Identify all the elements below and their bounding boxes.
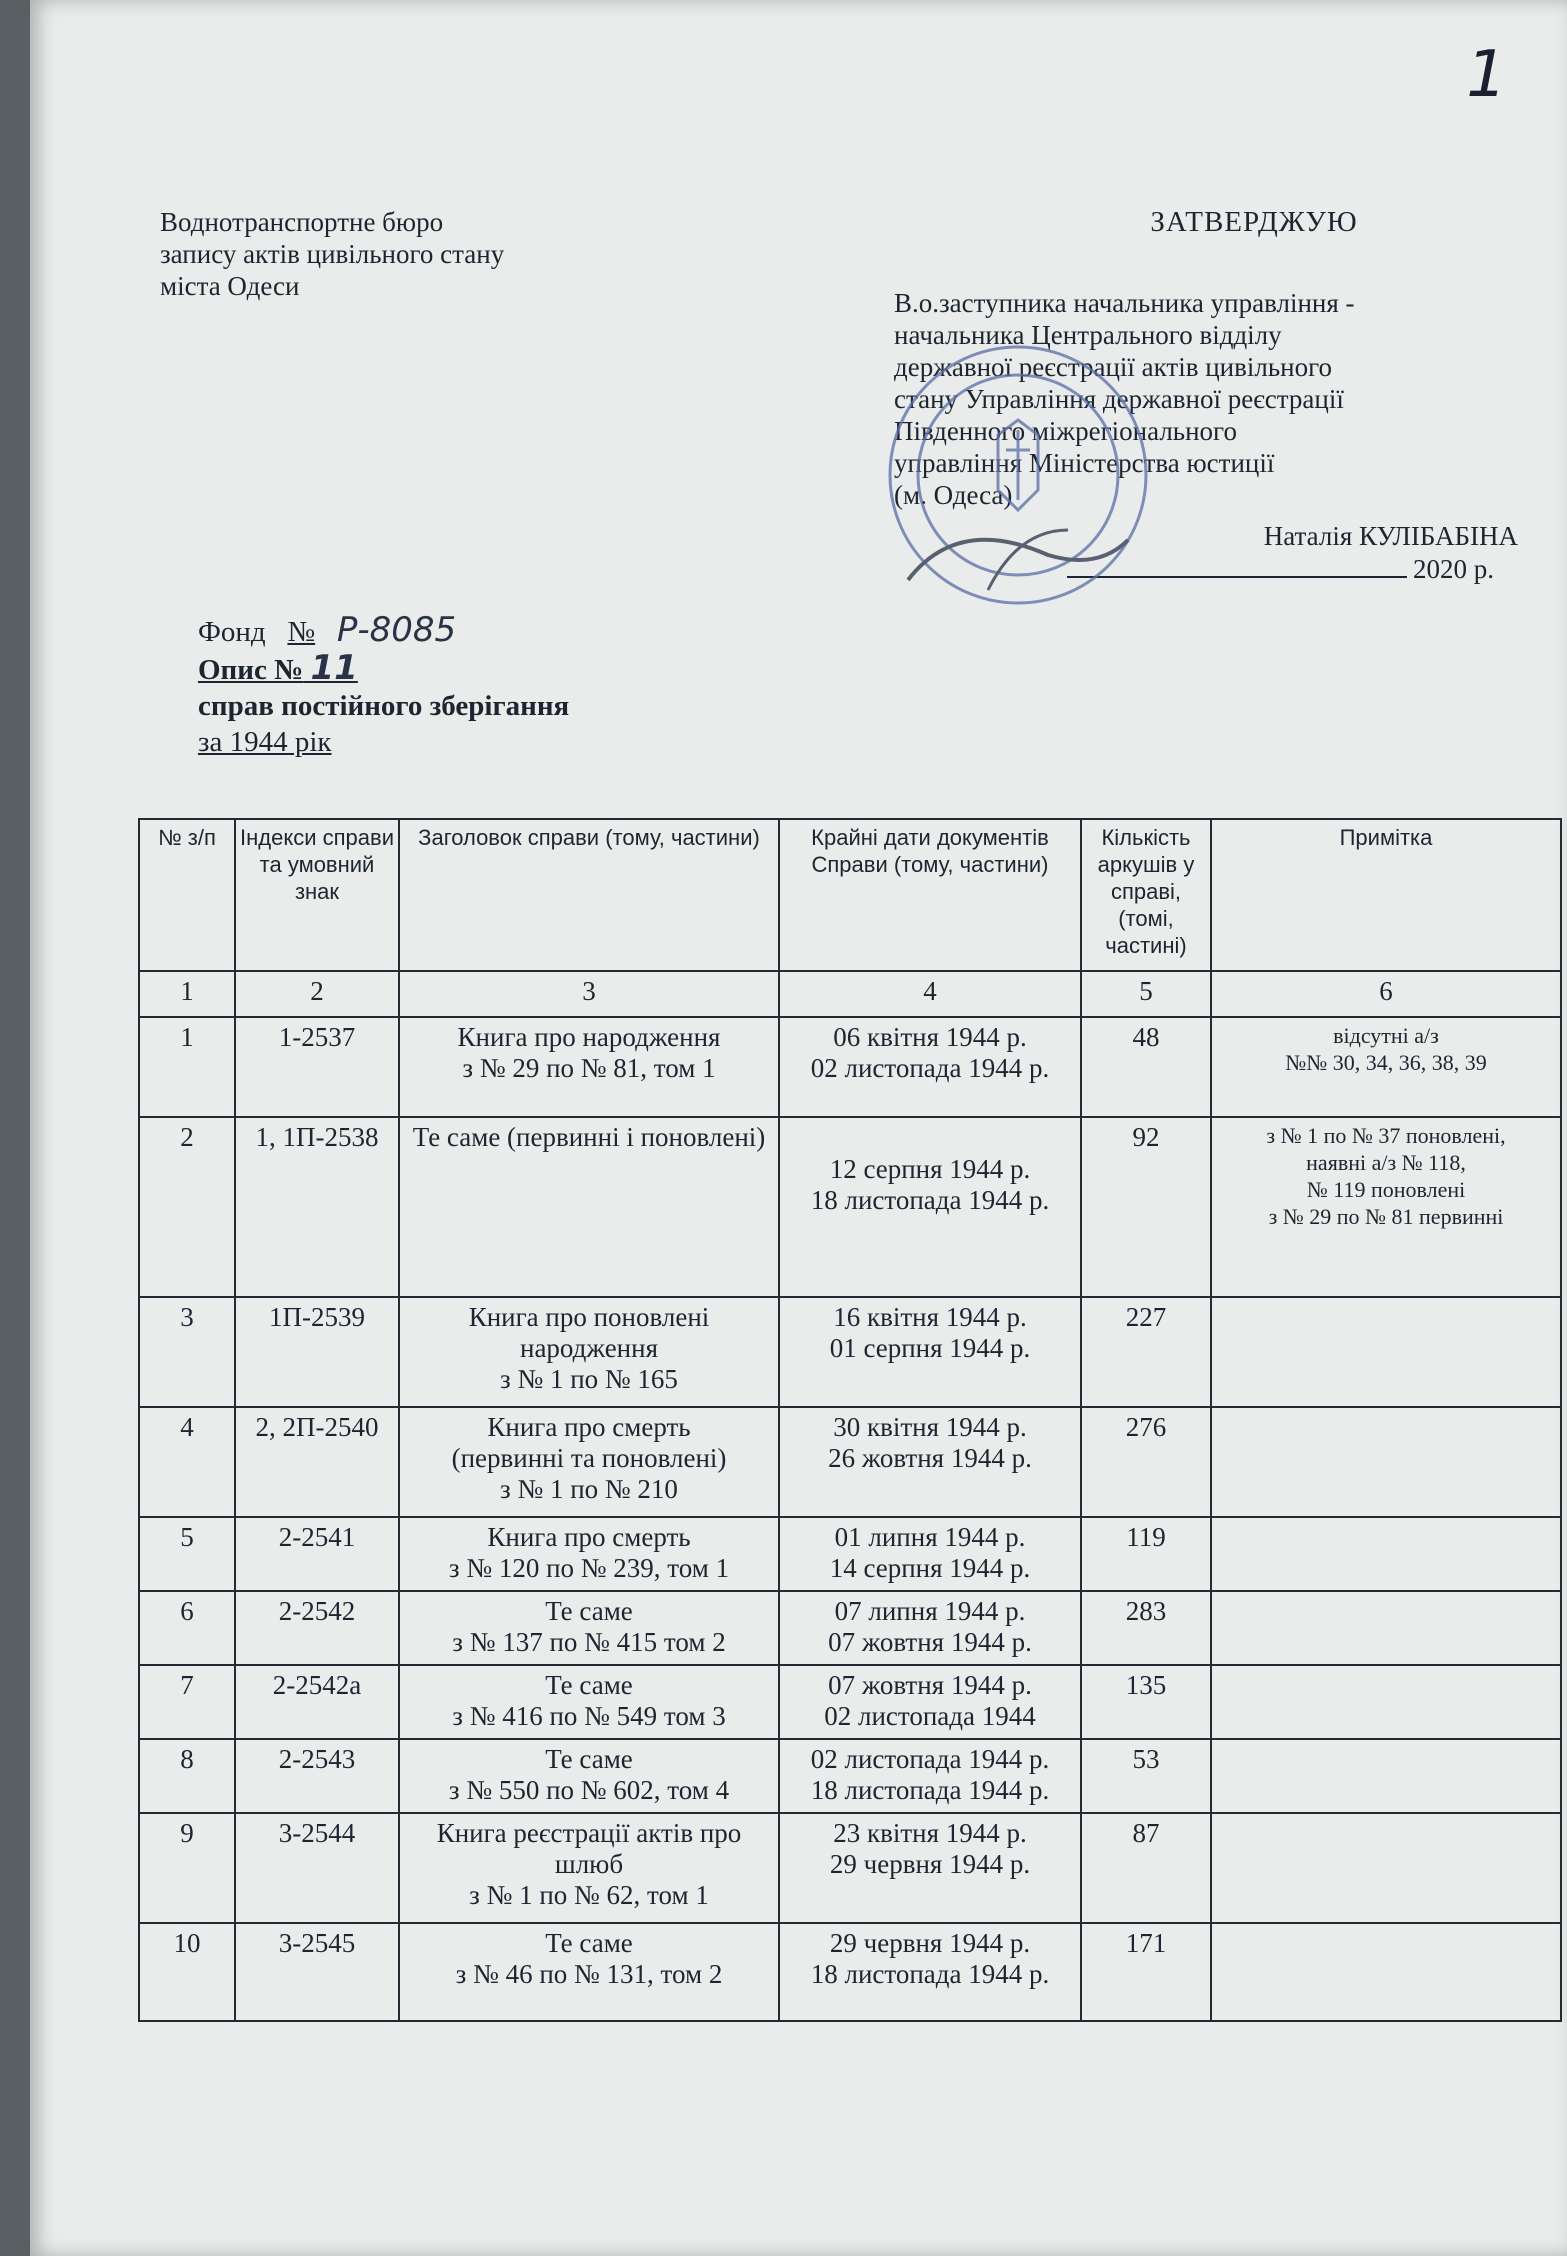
- approval-line: управління Міністерства юстиції: [894, 448, 1275, 478]
- note-cell-line: з № 29 по № 81 первинні: [1268, 1204, 1504, 1229]
- title-cell-line: Те саме: [545, 1670, 633, 1700]
- approval-name: Наталія КУЛІБАБІНА: [1263, 521, 1518, 551]
- dates-cell-line: 29 червня 1944 р.: [829, 1928, 1031, 1958]
- approval-line: В.о.заступника начальника управління -: [894, 288, 1355, 318]
- sheets-cell: 227: [1081, 1297, 1211, 1407]
- title-cell-line: Книга про смерть: [487, 1412, 691, 1442]
- dates-cell-line: 18 листопада 1944 р.: [810, 1185, 1050, 1215]
- header-cell: Крайні дати документів Справи (тому, частини): [779, 819, 1081, 971]
- table-row: [139, 1517, 1561, 1591]
- index-cell: 3-2544: [235, 1813, 399, 1923]
- note-cell: [1211, 1297, 1561, 1407]
- column-number: 4: [779, 971, 1081, 1017]
- table-row: [139, 1117, 1561, 1297]
- dates-cell-line: 07 липня 1944 р.: [834, 1596, 1026, 1626]
- seal-stamp-icon: [868, 340, 1168, 610]
- column-number: 5: [1081, 971, 1211, 1017]
- column-number-row: [139, 971, 1561, 1017]
- approval-title: ЗАТВЕРДЖУЮ: [1150, 206, 1358, 238]
- title-cell-line: з № 120 по № 239, том 1: [448, 1553, 730, 1583]
- dates-cell-line: 16 квітня 1944 р.: [833, 1302, 1027, 1332]
- note-cell: [1211, 1665, 1561, 1739]
- note-cell: [1211, 1739, 1561, 1813]
- index-cell: 1, 1П-2538: [235, 1117, 399, 1297]
- sheets-cell: 171: [1081, 1923, 1211, 2021]
- title-cell-line: Те саме: [545, 1744, 633, 1774]
- note-cell: [1211, 1117, 1561, 1297]
- header-cell: Кількість аркушів у справі, (томі, частині): [1081, 819, 1211, 971]
- note-cell: [1211, 1923, 1561, 2021]
- dates-cell: [779, 1923, 1081, 2021]
- column-number: 2: [235, 971, 399, 1017]
- title-cell: [399, 1739, 779, 1813]
- note-cell-line: наявні а/з № 118,: [1306, 1150, 1466, 1175]
- title-cell-line: Книга про смерть: [487, 1522, 691, 1552]
- title-cell-line: з № 1 по № 165: [500, 1364, 678, 1394]
- title-cell: [399, 1923, 779, 2021]
- index-cell: 3-2545: [235, 1923, 399, 2021]
- dates-cell-line: 02 листопада 1944 р.: [810, 1744, 1050, 1774]
- header-cell: Індекси справи та умовний знак: [235, 819, 399, 971]
- title-cell-line: з № 416 по № 549 том 3: [452, 1701, 726, 1731]
- dates-cell: [779, 1297, 1081, 1407]
- table-row: [139, 1297, 1561, 1407]
- row-number-cell: 6: [139, 1591, 235, 1665]
- fund-year: за 1944 рік: [198, 726, 332, 758]
- title-cell-line: з № 1 по № 210: [500, 1474, 678, 1504]
- title-cell: [399, 1117, 779, 1297]
- header-cell: № з/п: [139, 819, 235, 971]
- approval-line: державної реєстрації актів цивільного: [894, 352, 1333, 382]
- header-cell: Примітка: [1211, 819, 1561, 971]
- title-cell-line: Книга реєстрації актів про шлюб: [436, 1818, 742, 1879]
- approval-line: начальника Центрального відділу: [894, 320, 1282, 350]
- note-cell-line: №№ 30, 34, 36, 38, 39: [1285, 1050, 1487, 1075]
- fund-description: справ постійного зберігання: [198, 690, 570, 722]
- fund-number-sign: №: [287, 616, 316, 648]
- dates-cell: [779, 1591, 1081, 1665]
- row-number-cell: 3: [139, 1297, 235, 1407]
- index-cell: 2-2541: [235, 1517, 399, 1591]
- dates-cell-line: 02 листопада 1944 р.: [810, 1053, 1050, 1083]
- title-cell: [399, 1407, 779, 1517]
- title-cell: [399, 1297, 779, 1407]
- note-cell-line: відсутні а/з: [1333, 1023, 1439, 1048]
- title-cell-line: з № 29 по № 81, том 1: [462, 1053, 716, 1083]
- dates-cell-line: 18 листопада 1944 р.: [810, 1775, 1050, 1805]
- dates-cell-line: 06 квітня 1944 р.: [833, 1022, 1027, 1052]
- title-cell: [399, 1517, 779, 1591]
- note-cell: [1211, 1407, 1561, 1517]
- dates-cell-line: 01 липня 1944 р.: [834, 1522, 1026, 1552]
- dates-cell-line: 30 квітня 1944 р.: [833, 1412, 1027, 1442]
- sheets-cell: 48: [1081, 1017, 1211, 1117]
- row-number-cell: 1: [139, 1017, 235, 1117]
- table-row: [139, 1591, 1561, 1665]
- header-cell: Заголовок справи (тому, частини): [399, 819, 779, 971]
- row-number-cell: 7: [139, 1665, 235, 1739]
- table-row: [139, 1813, 1561, 1923]
- sheets-cell: 92: [1081, 1117, 1211, 1297]
- title-cell-line: з № 46 по № 131, том 2: [455, 1959, 723, 1989]
- dates-cell-line: 12 серпня 1944 р.: [829, 1154, 1031, 1184]
- sheets-cell: 135: [1081, 1665, 1211, 1739]
- row-number-cell: 10: [139, 1923, 235, 2021]
- dates-cell: [779, 1407, 1081, 1517]
- title-cell-line: (первинні та поновлені): [451, 1443, 727, 1473]
- title-cell: [399, 1017, 779, 1117]
- dates-cell-line: 14 серпня 1944 р.: [829, 1553, 1031, 1583]
- title-cell-line: Книга про народження: [457, 1022, 721, 1052]
- dates-cell: [779, 1017, 1081, 1117]
- organization-line: міста Одеси: [160, 271, 300, 301]
- dates-cell-line: 26 жовтня 1944 р.: [828, 1443, 1032, 1473]
- approval-line: (м. Одеса): [894, 480, 1013, 510]
- note-cell: [1211, 1017, 1561, 1117]
- organization-block: [160, 206, 504, 302]
- organization-line: Воднотранспортне бюро: [160, 207, 444, 237]
- fund-number: Р-8085: [336, 610, 457, 650]
- index-cell: 2-2542а: [235, 1665, 399, 1739]
- sheets-cell: 53: [1081, 1739, 1211, 1813]
- inventory-table: [138, 818, 1562, 2022]
- index-cell: 2-2542: [235, 1591, 399, 1665]
- title-cell-line: з № 137 по № 415 том 2: [452, 1627, 726, 1657]
- dates-cell-line: 29 червня 1944 р.: [829, 1849, 1031, 1879]
- index-cell: 1П-2539: [235, 1297, 399, 1407]
- title-cell-line: з № 1 по № 62, том 1: [469, 1880, 709, 1910]
- title-cell-line: Те саме (первинні і поновлені): [412, 1122, 766, 1152]
- sheets-cell: 87: [1081, 1813, 1211, 1923]
- approval-line: Південного міжрегіонального: [894, 416, 1237, 446]
- table-row: [139, 1739, 1561, 1813]
- document-page: [30, 0, 1567, 2256]
- note-cell: [1211, 1591, 1561, 1665]
- dates-cell-line: 18 листопада 1944 р.: [810, 1959, 1050, 1989]
- approval-date-text: 2020 р.: [1413, 554, 1494, 584]
- opys-number: 11: [310, 648, 358, 688]
- note-cell: [1211, 1813, 1561, 1923]
- column-number: 1: [139, 971, 235, 1017]
- dates-cell-line: 02 листопада 1944: [824, 1701, 1036, 1731]
- table-row: [139, 1923, 1561, 2021]
- approval-line: стану Управління державної реєстрації: [894, 384, 1344, 414]
- fund-label: Фонд: [198, 616, 266, 648]
- title-cell: [399, 1591, 779, 1665]
- sheets-cell: 276: [1081, 1407, 1211, 1517]
- title-cell-line: Те саме: [545, 1928, 633, 1958]
- sheets-cell: 119: [1081, 1517, 1211, 1591]
- dates-cell: [779, 1517, 1081, 1591]
- title-cell-line: Те саме: [545, 1596, 633, 1626]
- table-row: [139, 1665, 1561, 1739]
- index-cell: 2-2543: [235, 1739, 399, 1813]
- dates-cell-line: 07 жовтня 1944 р.: [828, 1670, 1032, 1700]
- fund-block: [198, 612, 569, 760]
- index-cell: 2, 2П-2540: [235, 1407, 399, 1517]
- table-row: [139, 1017, 1561, 1117]
- page-number: 1: [1466, 38, 1507, 112]
- opys-label: Опис №: [198, 654, 304, 686]
- dates-cell: [779, 1739, 1081, 1813]
- row-number-cell: 4: [139, 1407, 235, 1517]
- column-number: 3: [399, 971, 779, 1017]
- dates-cell: [779, 1665, 1081, 1739]
- row-number-cell: 2: [139, 1117, 235, 1297]
- title-cell-line: з № 550 по № 602, том 4: [448, 1775, 730, 1805]
- dates-cell: [779, 1117, 1081, 1297]
- dates-cell-line: 07 жовтня 1944 р.: [828, 1627, 1032, 1657]
- dates-cell-line: 23 квітня 1944 р.: [833, 1818, 1027, 1848]
- title-cell: [399, 1665, 779, 1739]
- column-number: 6: [1211, 971, 1561, 1017]
- table-body: [139, 1017, 1561, 2021]
- sheets-cell: 283: [1081, 1591, 1211, 1665]
- title-cell: [399, 1813, 779, 1923]
- dates-cell-line: 01 серпня 1944 р.: [829, 1333, 1031, 1363]
- note-cell-line: з № 1 по № 37 поновлені,: [1266, 1123, 1506, 1148]
- index-cell: 1-2537: [235, 1017, 399, 1117]
- table-row: [139, 1407, 1561, 1517]
- row-number-cell: 9: [139, 1813, 235, 1923]
- title-cell-line: Книга про поновлені народження: [468, 1302, 710, 1363]
- organization-line: запису актів цивільного стану: [160, 239, 505, 269]
- dates-cell: [779, 1813, 1081, 1923]
- table-header-row: [139, 819, 1561, 971]
- note-cell: [1211, 1517, 1561, 1591]
- row-number-cell: 8: [139, 1739, 235, 1813]
- row-number-cell: 5: [139, 1517, 235, 1591]
- note-cell-line: № 119 поновлені: [1306, 1177, 1466, 1202]
